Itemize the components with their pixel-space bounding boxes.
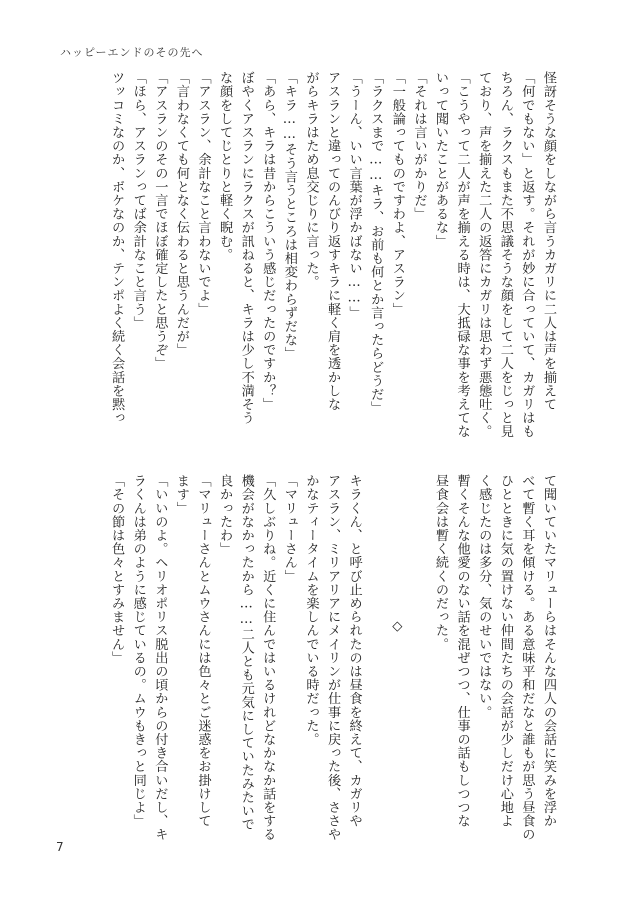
lower-text-block	[69, 474, 559, 842]
text-line: 昼食会は暫く続くのだった。	[433, 474, 449, 651]
text-line: ており、声を揃えた二人の返答にカガリは思わず悪態吐く。	[476, 71, 492, 439]
text-line: ひとときに気の置けない仲間たちの会話が少しだけ心地よ	[497, 474, 513, 828]
text-line: 「うーん、いい言葉が浮かばない……」	[346, 71, 362, 320]
text-line: ツッコミなのか、ボケなのか、テンポよく続く会話を黙っ	[109, 71, 125, 425]
text-line: て聞いていたマリューらはそんな四人の会話に笑みを浮か	[541, 474, 556, 828]
text-line: 暫くそんな他愛のない話を混ぜつつ、仕事の話もしつつな	[454, 474, 470, 828]
text-line: がらキラはため息交じりに言った。	[303, 71, 319, 289]
text-line: かなティータイムを楽しんでいる時だった。	[303, 474, 319, 746]
blank-line	[408, 474, 430, 827]
text-line: 「久しぶりね。近くに住んではいるけれどなかなか話をする	[260, 474, 276, 842]
text-line: 「ほら、アスランってば余計なこと言う」	[130, 71, 146, 330]
text-line: 良かったわ」	[217, 474, 233, 556]
scene-separator: ◇	[389, 619, 405, 635]
text-line: な顔をしてじとりと軽く睨む。	[217, 71, 233, 262]
text-line: 「あら、キラは昔からこういう感じだったのですか？」	[260, 71, 276, 411]
text-line: キラくん、と呼び止められたのは昼食を終えて、カガリや	[346, 474, 362, 828]
text-line: 「マリューさん」	[281, 474, 297, 583]
text-line: 怪訝そうな顔をしながら言うカガリに二人は声を揃えて	[541, 71, 556, 411]
text-line: 「一般論ってものですわよ、アスラン」	[389, 71, 405, 316]
text-line: ちろん、ラクスもまた不思議そうな顔をして二人をじっと見	[497, 71, 513, 439]
text-line: 「言わなくても何となく伝わると思うんだが」	[173, 71, 189, 357]
text-line: 「アスラン、余計なこと言わないでよ」	[195, 71, 211, 316]
upper-text-block	[69, 71, 559, 447]
running-title: ハッピーエンドのその先へ	[60, 46, 204, 59]
text-line: 「何でもない」と返す。それが妙に合っていて、カガリはも	[519, 71, 535, 439]
text-line: 「アスランのその一言でほぼ確定したと思うぞ」	[152, 71, 168, 371]
text-line: く感じたのは多分、気のせいではない。	[476, 474, 492, 719]
text-line: 「それは言いがかりだ」	[411, 71, 427, 221]
text-line: 「こうやって二人が声を揃える時は、大抵碌な事を考えてな	[454, 71, 470, 439]
text-line: べて暫く耳を傾ける。ある意味平和だなと誰もが思う昼食の	[519, 474, 535, 842]
page-number: 7	[56, 840, 64, 854]
text-line: 「その節は色々とすみません」	[109, 474, 125, 665]
text-line: いって聞いたことがあるな」	[433, 71, 449, 248]
text-line: 「ラクスまで……キラ、お前も何とか言ったらどうだ」	[368, 71, 384, 415]
text-line: 「マリューさんとムウさんには色々とご迷惑をお掛けして	[195, 474, 211, 828]
blank-line	[365, 474, 387, 827]
text-line: アスランと違ってのんびり返すキラに軽く肩を透かしな	[325, 71, 341, 411]
text-line: 機会がなかったから……二人とも元気にしていたみたいで	[238, 474, 254, 832]
text-line: 「キラ……そう言うところは相変わらずだな」	[281, 71, 297, 361]
text-line: ラくんは弟のように感じているの。ムウもきっと同じよ」	[130, 474, 146, 828]
text-line: 「いいのよ。ヘリオポリス脱出の頃からの付き合いだし、キ	[152, 474, 168, 842]
text-line: アスラン、ミリアリアにメイリンが仕事に戻った後、ささや	[325, 474, 341, 842]
text-line: ます」	[173, 474, 189, 515]
text-line: ぼやくアスランにラクスが訊ねると、キラは少し不満そう	[238, 71, 254, 425]
